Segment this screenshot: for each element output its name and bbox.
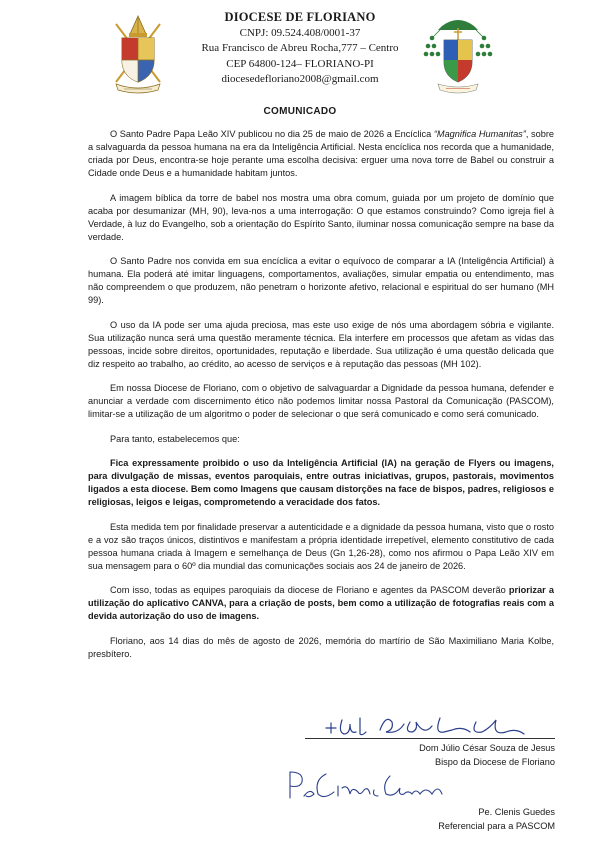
- signature-line: [305, 738, 555, 739]
- signer-1-name: Dom Júlio César Souza de Jesus: [419, 743, 555, 753]
- paragraph-1-part-a: O Santo Padre Papa Leão XIV publicou no dia 25 de maio de 2026 a Encíclica: [110, 129, 434, 139]
- document-title: COMUNICADO: [263, 106, 337, 117]
- signer-1: [300, 742, 555, 769]
- encyclical-name: “Magnifica Humanitas”: [433, 129, 526, 139]
- bishop-coat-of-arms-icon: [420, 12, 496, 96]
- signer-1-role: Bispo da Diocese de Floriano: [434, 756, 555, 767]
- cnpj-line: CNPJ: 09.524.408/0001-37: [239, 26, 361, 39]
- paragraph-ai-comparison: O Santo Padre nos convida em sua encíclica a evitar o equívoco de comparar a IA (Inteligência Artificial) à humana. Ela poderá até imitar linguagens, comportamentos, avaliações, simular empatia ou entendimento, mas não compreendem o que produzem, não penetram o horizonte afetivo, relacional e espiritual do ser humano (MH 99).: [88, 256, 554, 305]
- paragraph-9-part-a: Com isso, todas as equipes paroquiais da diocese de Floriano e agentes da PASCOM deverão: [110, 585, 509, 595]
- paragraph-purpose: Esta medida tem por finalidade preservar a autenticidade e a dignidade da pessoa humana, visto que o rosto e a voz são traços únicos, distintivos e manifestam a própria identidade irrepetível, elemento constitutivo de cada pessoa humana criada à Imagem e semelhança de Deus (Gn 1,26-28), como nos afirmou o Papa Leão XIV em sua mensagem para o 60º dia mundial das comunicações sociais aos 24 de janeiro de 2026.: [88, 521, 554, 571]
- diocesan-coat-of-arms-icon: [108, 12, 168, 98]
- paragraph-ai-use: O uso da IA pode ser uma ajuda preciosa, mas este uso exige de nós uma abordagem sóbria e vigilante. Sua utilização nunca será uma questão meramente técnica. Ela interfere em processos que afetam as vidas das pessoas, incide sobre direitos, oportunidades, reputação e liberdade. Sua utilização é uma questão delicada que diz respeito ao trabalho, ao crédito, ao acesso de serviços e à reputação das pessoas (MH 102).: [88, 319, 554, 369]
- letterhead: [190, 10, 410, 88]
- paragraph-1-part-b: , sobre a salvaguarda da pessoa humana na era da Inteligência Artificial. Nesta encíclica nos recorda que a humanidade, criada por Deus, encontra-se hoje perante uma escolha decisiva: erguer uma nova torre de Babel ou construir a Cidade onde Deus e a humanidade habitam juntos.: [88, 129, 554, 178]
- priest-signature: [282, 766, 472, 806]
- paragraph-diocese: Em nossa Diocese de Floriano, com o objetivo de salvaguardar a Dignidade da pessoa humana, defender e anunciar a verdade com discernimento ético não podemos limitar nossa Pastoral da Comunicação (PASCOM), limitar-se a utilização de um algoritmo o poder de selecionar o que será comunicado e como será comunicado.: [88, 383, 554, 419]
- signer-2-role: Referencial para a PASCOM: [438, 820, 555, 831]
- paragraph-establish: Para tanto, estabelecemos que:: [110, 433, 240, 444]
- document-body: [88, 128, 554, 672]
- signer-2-name: Pe. Clenis Guedes: [478, 807, 555, 817]
- bishop-signature: [320, 710, 550, 740]
- paragraph-babel: A imagem bíblica da torre de babel nos mostra uma obra comum, guiada por um projeto de domínio que acaba por desumanizar (MH, 90), leva-nos a uma interrogação: O que estamos construindo? Como igreja fiel à Verdade, à luz do Evangelho, sob a orientação do Espírito Santo, iluminar nossa comunicação sempre na base da verdade.: [88, 192, 554, 242]
- address-line: Rua Francisco de Abreu Rocha,777 – Centro: [201, 42, 399, 54]
- paragraph-prohibition: Fica expressamente proibido o uso da Inteligência Artificial (IA) na geração de Flyers ou imagens, para divulgação de missas, eventos paroquiais, entre outras iniciativas, grupos, pastorais, movimentos ligados a esta diocese. Bem como Imagens que causam distorções na face de bispos, padres, religiosos e religiosas, leigos e leigas, comprometendo a veracidade dos fatos.: [88, 458, 554, 507]
- organization-name: DIOCESE DE FLORIANO: [224, 10, 376, 24]
- paragraph-date-place: Floriano, aos 14 dias do mês de agosto de 2026, memória do martírio de São Maximiliano Maria Kolbe, presbítero.: [88, 635, 554, 659]
- email-line: diocesedefloriano2008@gmail.com: [221, 73, 379, 85]
- signer-2: [300, 806, 555, 833]
- paragraph-canva: [88, 584, 554, 623]
- cep-line: CEP 64800-124– FLORIANO-PI: [226, 57, 374, 70]
- paragraph-9-bold: priorizar a utilização do aplicativo CANVA, para a criação de posts, bem como a utilização de fotografias reais com a devida autorização do uso de imagens.: [88, 585, 555, 621]
- paragraph-encyclical-intro: [88, 128, 554, 180]
